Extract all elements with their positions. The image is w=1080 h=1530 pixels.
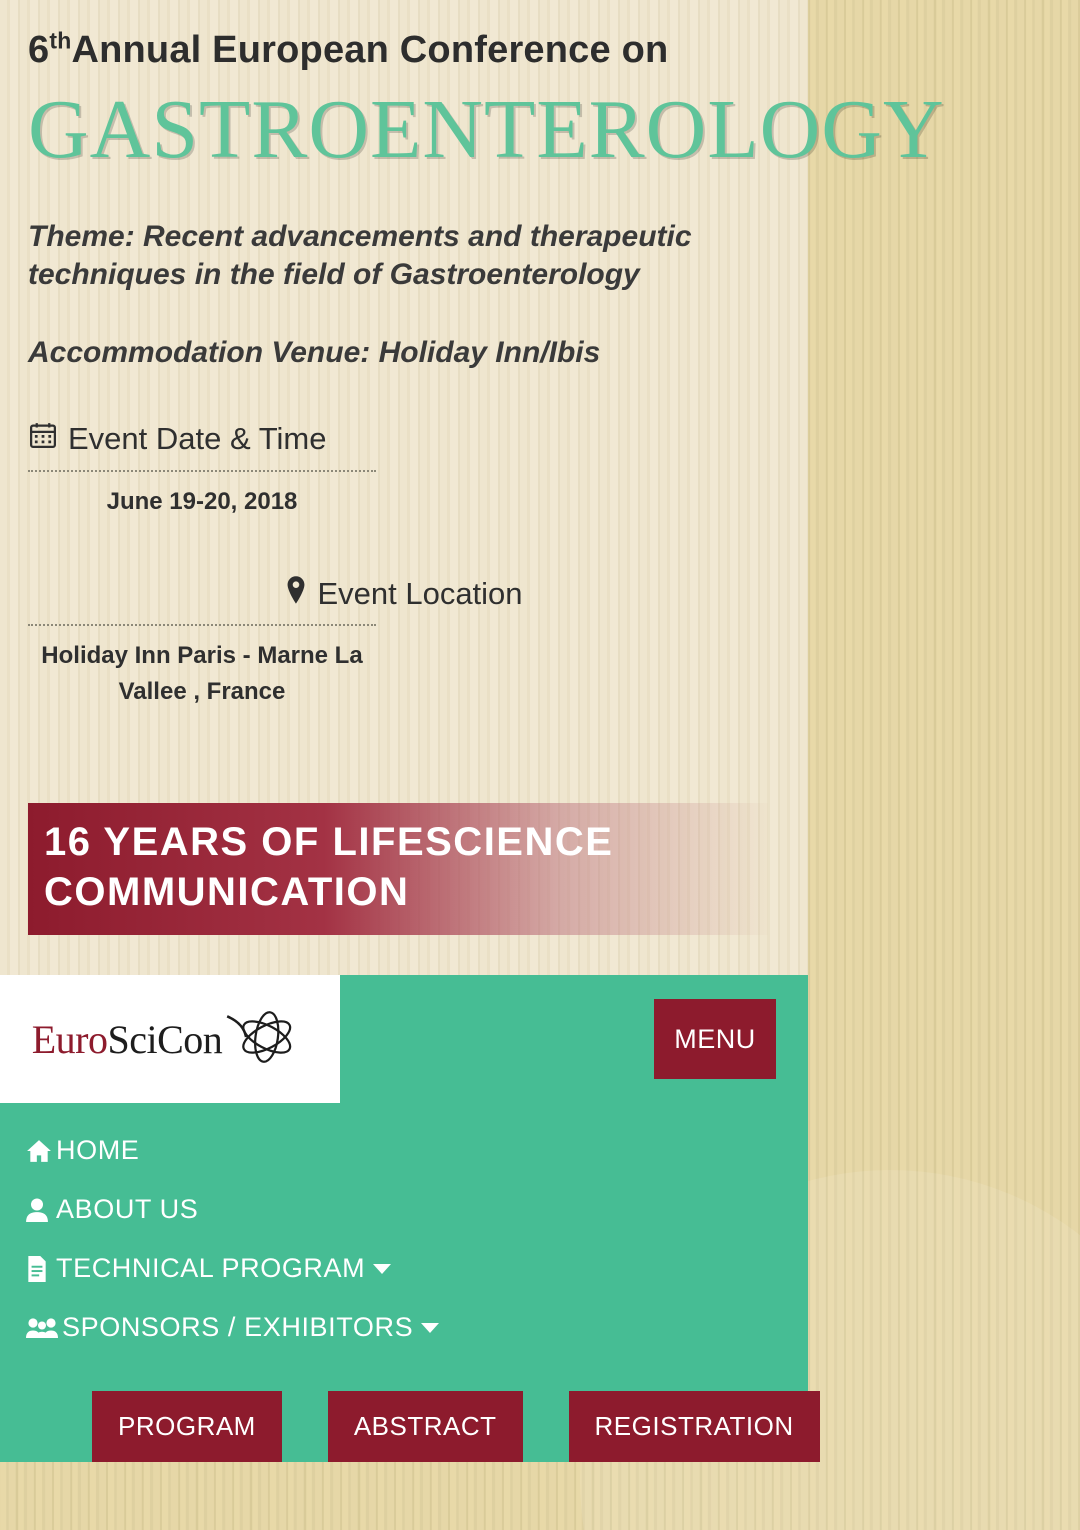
action-button-bar	[0, 1365, 808, 1462]
site-logo[interactable]	[0, 975, 340, 1103]
event-date-block	[28, 420, 780, 520]
map-pin-icon	[285, 576, 307, 612]
menu-item-home[interactable]	[0, 1121, 808, 1180]
event-location-heading	[28, 576, 780, 624]
menu-item-technical-program[interactable]	[0, 1239, 808, 1298]
document-icon	[26, 1256, 56, 1282]
calendar-icon	[28, 420, 58, 458]
menu-item-label: HOME	[56, 1135, 140, 1165]
menu-item-about-us[interactable]	[0, 1180, 808, 1239]
chevron-down-icon	[373, 1264, 391, 1274]
conference-theme: Theme: Recent advancements and therapeutic techniques in the field of Gastroenterology	[28, 219, 692, 291]
edition-number: 6	[28, 29, 50, 71]
conference-subtitle: Annual European Conference on	[71, 29, 669, 71]
menu-item-label: SPONSORS / EXHIBITORS	[62, 1312, 414, 1342]
event-date-heading	[28, 420, 780, 470]
logo-text	[32, 1016, 223, 1063]
registration-button[interactable]: REGISTRATION	[569, 1391, 820, 1462]
menu-item-label: ABOUT US	[56, 1194, 199, 1224]
logo-text-scicon: SciCon	[107, 1016, 223, 1062]
event-location-heading-label: Event Location	[317, 576, 523, 612]
location-divider	[28, 624, 376, 626]
date-divider	[28, 470, 376, 472]
event-date-value: June 19-20, 2018	[106, 488, 298, 516]
event-location-value: Holiday Inn Paris - Marne La Vallee , France	[41, 642, 363, 706]
page-title: GASTROENTEROLOGY	[28, 82, 945, 176]
menu-item-label: TECHNICAL PROGRAM	[56, 1253, 366, 1283]
main-menu	[0, 1103, 808, 1365]
accommodation-venue: Accommodation Venue: Holiday Inn/Ibis	[28, 336, 601, 370]
conference-edition-line	[28, 27, 780, 72]
abstract-button[interactable]: ABSTRACT	[328, 1391, 523, 1462]
navbar	[0, 975, 808, 1103]
user-icon	[26, 1198, 56, 1222]
edition-ordinal-suffix: th	[49, 27, 72, 54]
home-icon	[26, 1139, 56, 1163]
menu-item-sponsors-exhibitors[interactable]	[0, 1298, 808, 1357]
program-button[interactable]: PROGRAM	[92, 1391, 282, 1462]
event-date-heading-label: Event Date & Time	[68, 421, 327, 457]
users-icon	[26, 1316, 62, 1340]
atom-icon	[222, 1002, 308, 1077]
menu-button[interactable]: MENU	[654, 999, 776, 1079]
logo-text-euro: Euro	[31, 1016, 108, 1062]
chevron-down-icon	[421, 1323, 439, 1333]
anniversary-ribbon: 16 YEARS OF LIFESCIENCE COMMUNICATION	[28, 803, 768, 935]
event-location-block	[28, 576, 780, 710]
